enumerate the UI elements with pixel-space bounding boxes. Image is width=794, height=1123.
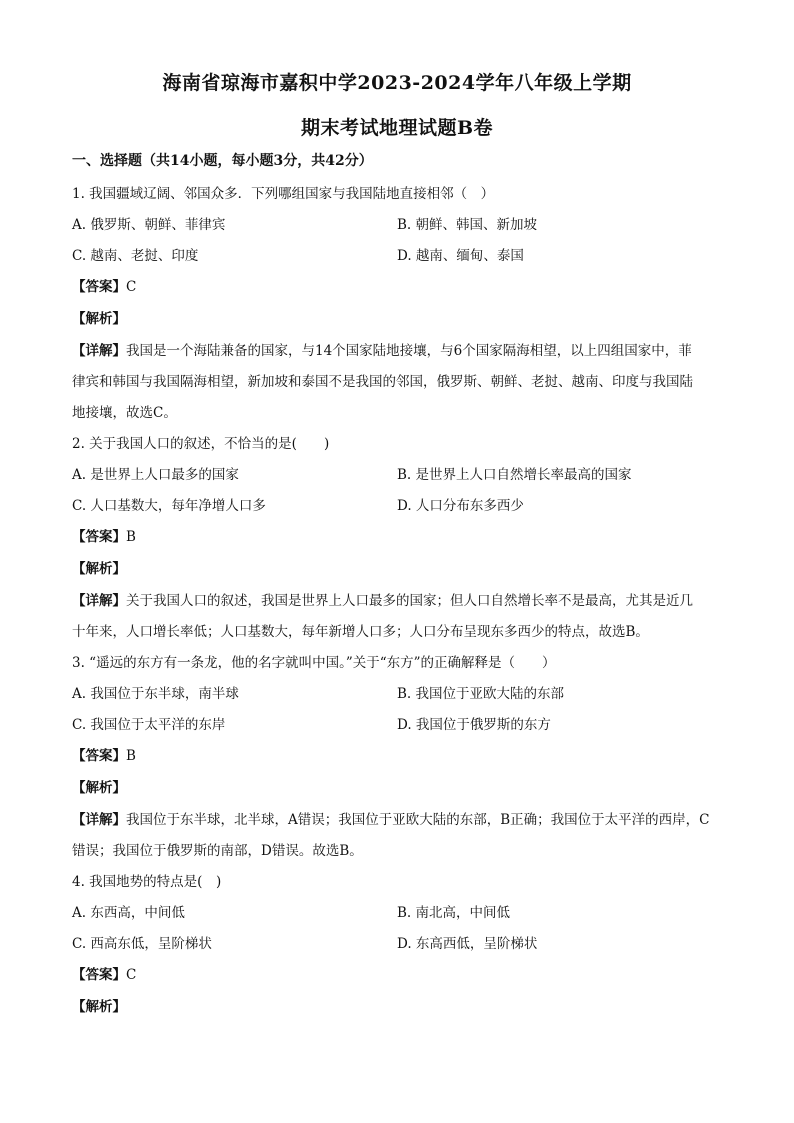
question-2-detail-line2: 十年来，人口增长率低；人口基数大，每年新增人口多；人口分布呈现东多西少的特点，故选B。	[72, 624, 649, 640]
question-2-stem: 2. 关于我国人口的叙述，不恰当的是( )	[72, 436, 330, 452]
question-4-analysis-label: 【解析】	[72, 999, 126, 1015]
question-2-option-c: C. 人口基数大，每年净增人口多	[72, 498, 266, 514]
question-4-stem: 4. 我国地势的特点是( )	[72, 874, 222, 890]
question-4-option-a: A. 东西高，中间低	[72, 905, 185, 921]
document-title-line2: 期末考试地理试题B卷	[300, 117, 494, 139]
answer-value: C	[126, 967, 137, 983]
answer-label: 【答案】	[72, 279, 126, 295]
question-1-answer	[72, 275, 136, 295]
question-4-option-d: D. 东高西低，呈阶梯状	[397, 936, 538, 952]
question-1-stem: 1. 我国疆域辽阔、邻国众多．下列哪组国家与我国陆地直接相邻（ ）	[72, 186, 495, 202]
question-1-option-b: B. 朝鲜、韩国、新加坡	[397, 217, 538, 233]
question-3-stem: 3. “遥远的东方有一条龙，他的名字就叫中国。”关于“东方”的正确解释是（ ）	[72, 655, 556, 671]
detail-label: 【详解】	[72, 812, 126, 828]
question-1-detail-line3: 地接壤，故选C。	[72, 405, 177, 421]
question-3-answer	[72, 744, 136, 764]
question-3-analysis-label: 【解析】	[72, 780, 126, 796]
question-4-answer	[72, 963, 136, 983]
question-1-detail-line2: 律宾和韩国与我国隔海相望，新加坡和泰国不是我国的邻国，俄罗斯、朝鲜、老挝、越南、印度与我国陆	[72, 374, 693, 390]
question-4-option-b: B. 南北高，中间低	[397, 905, 511, 921]
question-3-detail-line1	[72, 808, 710, 828]
question-1-option-d: D. 越南、缅甸、泰国	[397, 248, 524, 264]
question-3-option-c: C. 我国位于太平洋的东岸	[72, 717, 226, 733]
detail-label: 【详解】	[72, 593, 126, 609]
question-3-option-b: B. 我国位于亚欧大陆的东部	[397, 686, 565, 702]
detail-text: 我国是一个海陆兼备的国家，与14个国家陆地接壤，与6个国家隔海相望，以上四组国家中，菲	[126, 343, 692, 359]
detail-text: 我国位于东半球，北半球，A错误；我国位于亚欧大陆的东部，B正确；我国位于太平洋的西岸，C	[126, 812, 710, 828]
answer-label: 【答案】	[72, 748, 126, 764]
question-2-detail-line1	[72, 589, 693, 609]
document-title-line1: 海南省琼海市嘉积中学2023-2024学年八年级上学期	[162, 72, 632, 94]
question-2-analysis-label: 【解析】	[72, 561, 126, 577]
question-2-answer	[72, 525, 136, 545]
answer-label: 【答案】	[72, 529, 126, 545]
question-3-detail-line2: 错误；我国位于俄罗斯的南部，D错误。故选B。	[72, 843, 363, 859]
question-1-option-a: A. 俄罗斯、朝鲜、菲律宾	[72, 217, 226, 233]
question-2-option-b: B. 是世界上人口自然增长率最高的国家	[397, 467, 632, 483]
question-1-analysis-label: 【解析】	[72, 311, 126, 327]
detail-text: 关于我国人口的叙述，我国是世界上人口最多的国家；但人口自然增长率不是最高，尤其是近几	[126, 593, 693, 609]
question-2-option-a: A. 是世界上人口最多的国家	[72, 467, 239, 483]
question-4-option-c: C. 西高东低，呈阶梯状	[72, 936, 212, 952]
answer-value: B	[126, 748, 136, 764]
answer-label: 【答案】	[72, 967, 126, 983]
question-2-option-d: D. 人口分布东多西少	[397, 498, 524, 514]
question-1-option-c: C. 越南、老挝、印度	[72, 248, 199, 264]
answer-value: C	[126, 279, 137, 295]
answer-value: B	[126, 529, 136, 545]
question-3-option-a: A. 我国位于东半球，南半球	[72, 686, 239, 702]
section-heading: 一、选择题（共14小题，每小题3分，共42分）	[72, 153, 373, 169]
question-1-detail-line1	[72, 339, 692, 359]
question-3-option-d: D. 我国位于俄罗斯的东方	[397, 717, 551, 733]
detail-label: 【详解】	[72, 343, 126, 359]
